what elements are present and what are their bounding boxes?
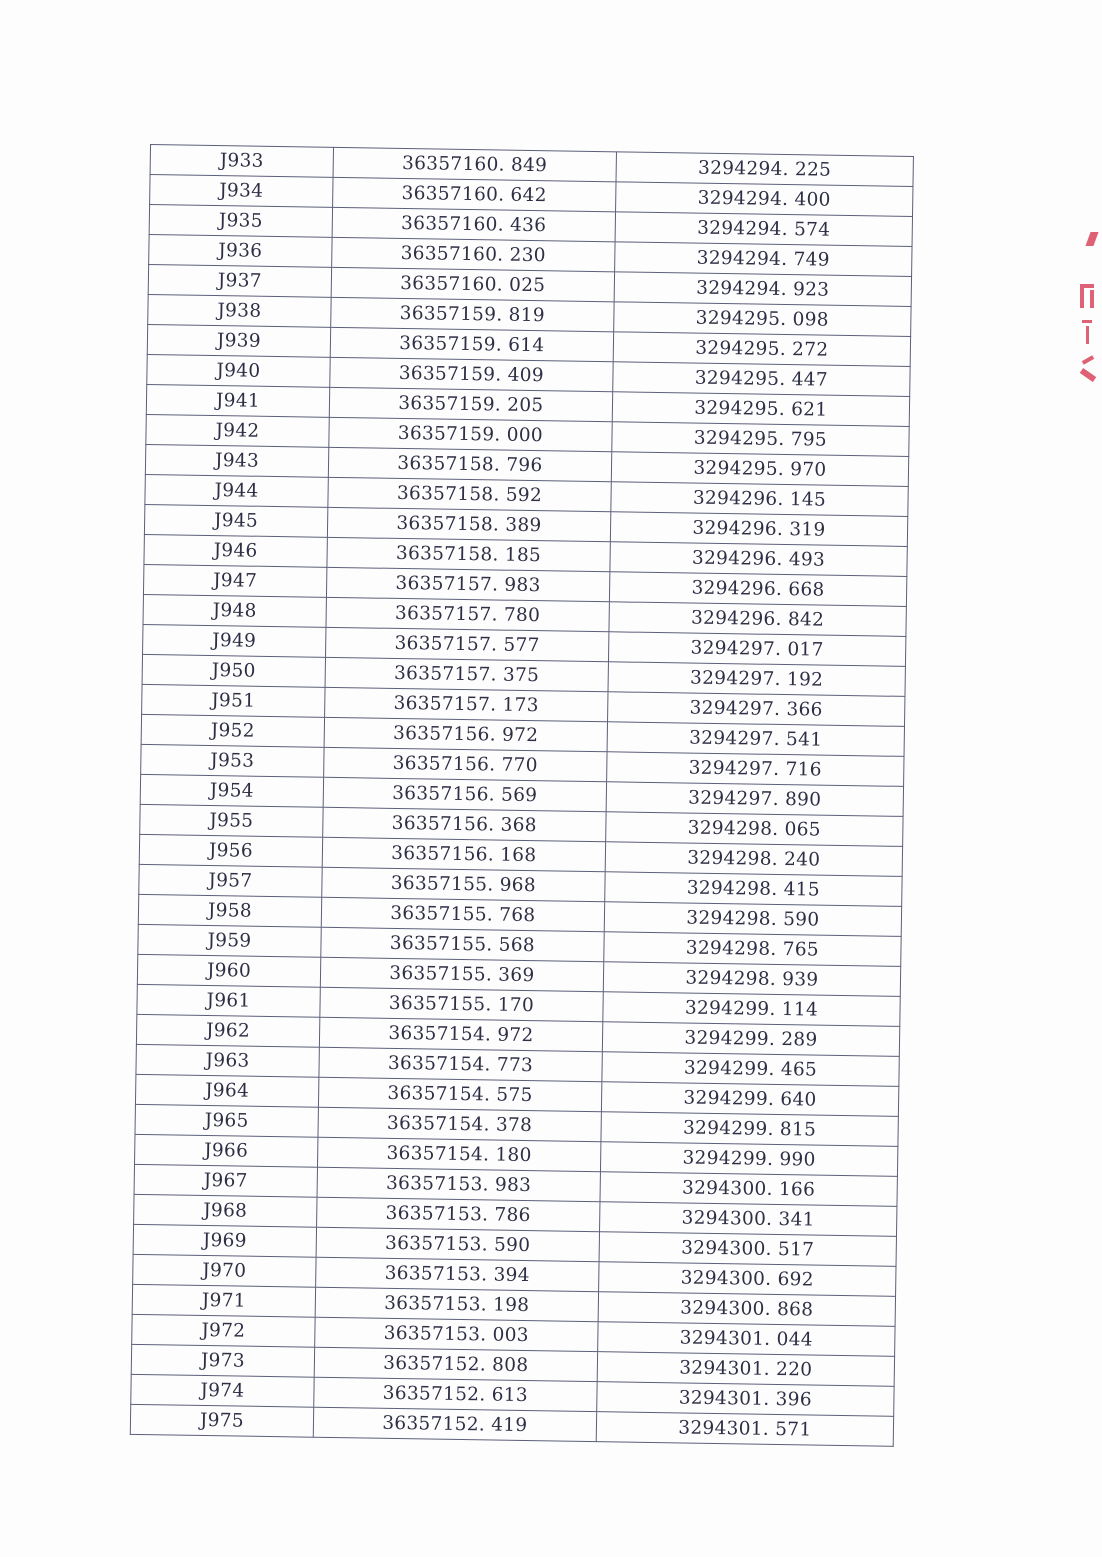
y-coordinate-cell: 3294299. 815 <box>601 1112 899 1147</box>
y-coordinate-cell: 3294296. 145 <box>611 482 909 517</box>
y-coordinate-cell: 3294294. 923 <box>614 272 912 307</box>
point-id-cell: J957 <box>139 864 322 897</box>
y-coordinate-cell: 3294295. 098 <box>614 302 912 337</box>
x-coordinate-cell: 36357152. 419 <box>313 1407 596 1441</box>
x-coordinate-cell: 36357158. 796 <box>328 447 611 481</box>
x-coordinate-cell: 36357159. 614 <box>330 327 613 361</box>
point-id-cell: J955 <box>140 804 323 837</box>
point-id-cell: J965 <box>135 1104 318 1137</box>
point-id-cell: J944 <box>145 474 328 507</box>
y-coordinate-cell: 3294297. 716 <box>606 752 904 787</box>
x-coordinate-cell: 36357157. 780 <box>326 597 609 631</box>
x-coordinate-cell: 36357154. 972 <box>319 1017 602 1051</box>
point-id-cell: J941 <box>146 384 329 417</box>
y-coordinate-cell: 3294296. 493 <box>610 542 908 577</box>
x-coordinate-cell: 36357160. 025 <box>331 267 614 301</box>
x-coordinate-cell: 36357156. 972 <box>324 717 607 751</box>
x-coordinate-cell: 36357158. 592 <box>328 477 611 511</box>
x-coordinate-cell: 36357154. 378 <box>318 1107 601 1141</box>
x-coordinate-cell: 36357153. 394 <box>316 1257 599 1291</box>
point-id-cell: J952 <box>141 714 324 747</box>
point-id-cell: J964 <box>135 1074 318 1107</box>
point-id-cell: J961 <box>137 984 320 1017</box>
point-id-cell: J935 <box>149 205 332 238</box>
point-id-cell: J951 <box>142 684 325 717</box>
x-coordinate-cell: 36357153. 003 <box>315 1317 598 1351</box>
y-coordinate-cell: 3294297. 192 <box>608 662 906 697</box>
point-id-cell: J973 <box>131 1344 314 1377</box>
y-coordinate-cell: 3294299. 289 <box>602 1022 900 1057</box>
y-coordinate-cell: 3294301. 571 <box>596 1412 894 1447</box>
x-coordinate-cell: 36357159. 205 <box>329 387 612 421</box>
point-id-cell: J937 <box>148 264 331 297</box>
x-coordinate-cell: 36357152. 808 <box>314 1347 597 1381</box>
y-coordinate-cell: 3294295. 272 <box>613 332 911 367</box>
y-coordinate-cell: 3294299. 465 <box>602 1052 900 1087</box>
x-coordinate-cell: 36357154. 575 <box>318 1077 601 1111</box>
x-coordinate-cell: 36357160. 849 <box>333 147 616 181</box>
y-coordinate-cell: 3294301. 220 <box>597 1352 895 1387</box>
y-coordinate-cell: 3294298. 939 <box>603 962 901 997</box>
y-coordinate-cell: 3294295. 447 <box>613 362 911 397</box>
coordinate-table <box>130 144 914 1447</box>
point-id-cell: J934 <box>150 175 333 208</box>
y-coordinate-cell: 3294298. 415 <box>605 872 903 907</box>
y-coordinate-cell: 3294294. 749 <box>614 242 912 277</box>
y-coordinate-cell: 3294300. 692 <box>598 1262 896 1297</box>
x-coordinate-cell: 36357154. 180 <box>317 1137 600 1171</box>
x-coordinate-cell: 36357159. 000 <box>329 417 612 451</box>
y-coordinate-cell: 3294297. 366 <box>607 692 905 727</box>
x-coordinate-cell: 36357152. 613 <box>314 1377 597 1411</box>
point-id-cell: J967 <box>134 1164 317 1197</box>
y-coordinate-cell: 3294297. 890 <box>606 782 904 817</box>
x-coordinate-cell: 36357156. 368 <box>323 807 606 841</box>
y-coordinate-cell: 3294297. 541 <box>607 722 905 757</box>
y-coordinate-cell: 3294300. 517 <box>599 1232 897 1267</box>
x-coordinate-cell: 36357156. 168 <box>322 837 605 871</box>
point-id-cell: J940 <box>147 354 330 387</box>
x-coordinate-cell: 36357153. 590 <box>316 1227 599 1261</box>
x-coordinate-cell: 36357160. 230 <box>332 237 615 271</box>
point-id-cell: J969 <box>133 1224 316 1257</box>
y-coordinate-cell: 3294299. 640 <box>601 1082 899 1117</box>
point-id-cell: J943 <box>145 444 328 477</box>
y-coordinate-cell: 3294298. 065 <box>606 812 904 847</box>
y-coordinate-cell: 3294300. 868 <box>598 1292 896 1327</box>
y-coordinate-cell: 3294295. 795 <box>612 422 910 457</box>
x-coordinate-cell: 36357155. 170 <box>320 987 603 1021</box>
point-id-cell: J963 <box>136 1044 319 1077</box>
y-coordinate-cell: 3294297. 017 <box>608 632 906 667</box>
y-coordinate-cell: 3294294. 400 <box>615 182 913 217</box>
x-coordinate-cell: 36357155. 369 <box>320 957 603 991</box>
y-coordinate-cell: 3294296. 842 <box>609 602 907 637</box>
y-coordinate-cell: 3294298. 765 <box>604 932 902 967</box>
point-id-cell: J947 <box>143 564 326 597</box>
x-coordinate-cell: 36357155. 568 <box>321 927 604 961</box>
x-coordinate-cell: 36357157. 173 <box>324 687 607 721</box>
x-coordinate-cell: 36357160. 642 <box>332 177 615 211</box>
y-coordinate-cell: 3294296. 668 <box>609 572 907 607</box>
point-id-cell: J972 <box>132 1314 315 1347</box>
point-id-cell: J950 <box>142 654 325 687</box>
point-id-cell: J962 <box>136 1014 319 1047</box>
y-coordinate-cell: 3294296. 319 <box>610 512 908 547</box>
y-coordinate-cell: 3294298. 240 <box>605 842 903 877</box>
point-id-cell: J958 <box>138 894 321 927</box>
point-id-cell: J949 <box>143 624 326 657</box>
point-id-cell: J933 <box>150 145 333 178</box>
y-coordinate-cell: 3294295. 621 <box>612 392 910 427</box>
y-coordinate-cell: 3294294. 225 <box>616 152 914 187</box>
x-coordinate-cell: 36357156. 569 <box>323 777 606 811</box>
point-id-cell: J946 <box>144 534 327 567</box>
y-coordinate-cell: 3294300. 166 <box>600 1172 898 1207</box>
x-coordinate-cell: 36357157. 375 <box>325 657 608 691</box>
point-id-cell: J956 <box>139 834 322 867</box>
x-coordinate-cell: 36357158. 389 <box>327 507 610 541</box>
y-coordinate-cell: 3294294. 574 <box>615 212 913 247</box>
point-id-cell: J938 <box>148 294 331 327</box>
point-id-cell: J968 <box>134 1194 317 1227</box>
x-coordinate-cell: 36357154. 773 <box>319 1047 602 1081</box>
y-coordinate-cell: 3294298. 590 <box>604 902 902 937</box>
x-coordinate-cell: 36357159. 409 <box>330 357 613 391</box>
x-coordinate-cell: 36357153. 198 <box>315 1287 598 1321</box>
point-id-cell: J975 <box>130 1404 313 1437</box>
y-coordinate-cell: 3294301. 396 <box>597 1382 895 1417</box>
y-coordinate-cell: 3294299. 114 <box>603 992 901 1027</box>
red-seal-stamp-fragment <box>1076 232 1102 392</box>
point-id-cell: J974 <box>131 1374 314 1407</box>
point-id-cell: J953 <box>141 744 324 777</box>
point-id-cell: J936 <box>149 234 332 267</box>
point-id-cell: J959 <box>138 924 321 957</box>
x-coordinate-cell: 36357153. 786 <box>316 1197 599 1231</box>
point-id-cell: J939 <box>147 324 330 357</box>
y-coordinate-cell: 3294300. 341 <box>599 1202 897 1237</box>
point-id-cell: J948 <box>143 594 326 627</box>
x-coordinate-cell: 36357153. 983 <box>317 1167 600 1201</box>
x-coordinate-cell: 36357157. 983 <box>326 567 609 601</box>
y-coordinate-cell: 3294301. 044 <box>597 1322 895 1357</box>
point-id-cell: J945 <box>144 504 327 537</box>
x-coordinate-cell: 36357159. 819 <box>331 297 614 331</box>
x-coordinate-cell: 36357160. 436 <box>332 207 615 241</box>
x-coordinate-cell: 36357157. 577 <box>325 627 608 661</box>
x-coordinate-cell: 36357155. 768 <box>321 897 604 931</box>
x-coordinate-cell: 36357156. 770 <box>324 747 607 781</box>
point-id-cell: J954 <box>140 774 323 807</box>
point-id-cell: J966 <box>135 1134 318 1167</box>
x-coordinate-cell: 36357155. 968 <box>322 867 605 901</box>
coordinate-table-body <box>130 145 913 1447</box>
y-coordinate-cell: 3294295. 970 <box>611 452 909 487</box>
point-id-cell: J960 <box>137 954 320 987</box>
y-coordinate-cell: 3294299. 990 <box>600 1142 898 1177</box>
point-id-cell: J971 <box>132 1284 315 1317</box>
point-id-cell: J942 <box>146 414 329 447</box>
x-coordinate-cell: 36357158. 185 <box>327 537 610 571</box>
point-id-cell: J970 <box>133 1254 316 1287</box>
